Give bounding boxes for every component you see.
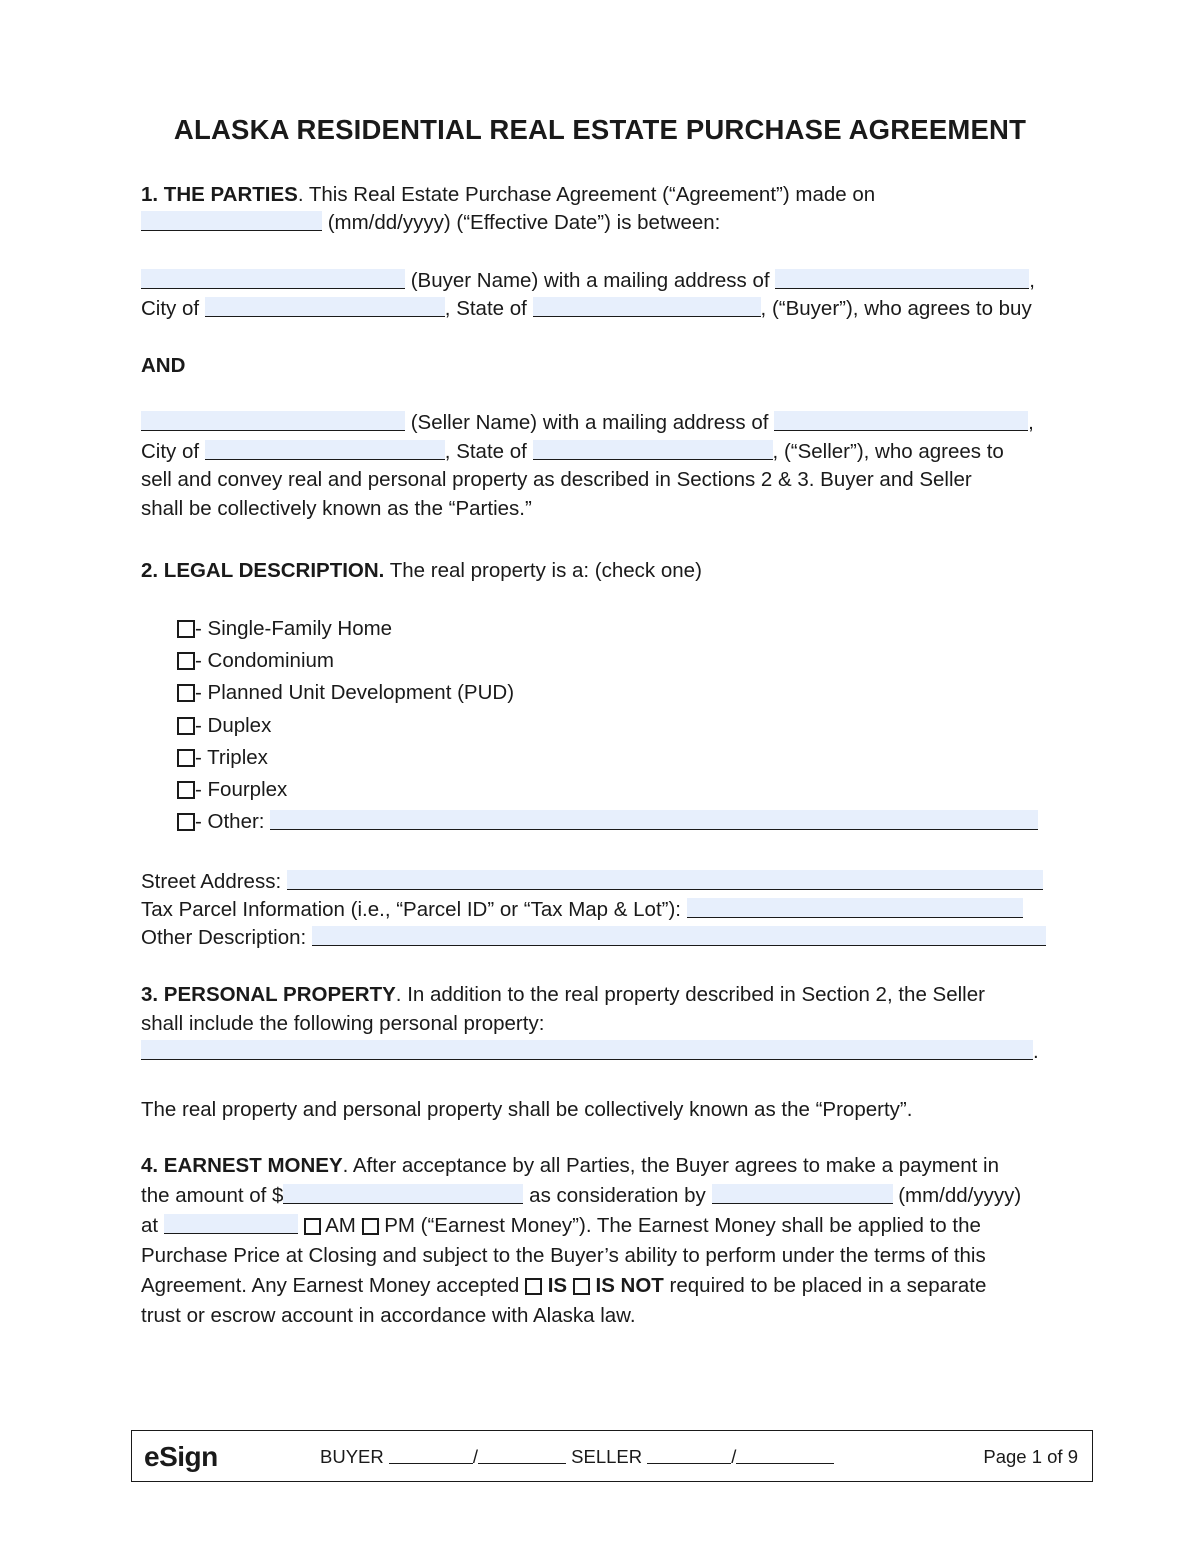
earnest-line-3 (141, 1214, 981, 1238)
other-type-field[interactable] (270, 810, 1038, 830)
consideration-label: as consideration by (523, 1184, 712, 1207)
at-label: at (141, 1214, 164, 1237)
parties-line-1 (141, 183, 875, 207)
option-single-family (177, 617, 392, 641)
buyer-state-label: , State of (444, 297, 533, 320)
personal-collective: The real property and personal property shall be collectively known as the “Property”. (141, 1098, 913, 1121)
seller-state-label: , State of (444, 440, 533, 463)
earnest-time-field[interactable] (164, 1214, 298, 1234)
personal-period: . (1033, 1040, 1039, 1063)
seller-city-label: City of (141, 440, 205, 463)
esign-logo: eSign (144, 1441, 218, 1472)
triplex-checkbox[interactable] (177, 749, 195, 767)
pm-label: PM (“Earnest Money”). The Earnest Money shall be applied to the (378, 1214, 981, 1237)
buyer-line-1: (Buyer Name) with a mailing address of , (141, 269, 1035, 293)
am-label: AM (320, 1214, 362, 1237)
buyer-initials-field-1[interactable] (389, 1447, 473, 1464)
earnest-amount-field[interactable] (283, 1184, 523, 1204)
seller-line-2 (141, 440, 1004, 464)
is-label: IS (542, 1274, 573, 1297)
seller-state-field[interactable] (533, 440, 773, 460)
option-label: - Planned Unit Development (PUD) (195, 681, 515, 704)
earnest-line-5 (141, 1274, 986, 1298)
other-checkbox[interactable] (177, 813, 195, 831)
effective-date-label: (mm/dd/yyyy) (“Effective Date”) is between: (322, 211, 721, 234)
page-number: Page 1 of 9 (983, 1446, 1078, 1467)
personal-heading: 3. PERSONAL PROPERTY (141, 983, 396, 1006)
earnest-accepted-text: Agreement. Any Earnest Money accepted (141, 1274, 526, 1297)
earnest-heading: 4. EARNEST MONEY (141, 1154, 343, 1177)
is-checkbox[interactable] (525, 1278, 542, 1295)
legal-heading-line (141, 559, 702, 583)
parties-line-2 (141, 211, 720, 235)
buyer-initials-slash: / (472, 1446, 479, 1467)
option-label: - Fourplex (195, 778, 288, 801)
pm-checkbox[interactable] (362, 1218, 379, 1235)
seller-initials-slash: / (731, 1446, 737, 1467)
seller-address-field[interactable] (774, 411, 1028, 431)
other-description-label: Other Description: (141, 926, 312, 949)
personal-line-3 (141, 1040, 1039, 1064)
street-address-line (141, 870, 1043, 894)
earnest-date-field[interactable] (712, 1184, 893, 1204)
earnest-line-6: trust or escrow account in accordance with Alaska law. (141, 1304, 636, 1327)
option-condominium (177, 649, 334, 673)
pud-checkbox[interactable] (177, 684, 195, 702)
tax-parcel-label: Tax Parcel Information (i.e., “Parcel ID” or “Tax Map & Lot”): (141, 898, 687, 921)
amount-label: the amount of $ (141, 1184, 284, 1207)
buyer-line-2 (141, 297, 1032, 321)
page-footer (131, 1430, 1093, 1482)
option-pud (177, 681, 514, 705)
legal-heading: 2. LEGAL DESCRIPTION. (141, 559, 385, 582)
tax-parcel-line (141, 898, 1023, 922)
buyer-initials-field-2[interactable] (478, 1447, 566, 1464)
escrow-text: required to be placed in a separate (663, 1274, 987, 1297)
buyer-tail: , (“Buyer”), who agrees to buy (760, 297, 1032, 320)
earnest-date-format: (mm/dd/yyyy) (892, 1184, 1022, 1207)
option-label: - Duplex (195, 714, 272, 737)
initials-line (320, 1446, 834, 1468)
option-duplex (177, 714, 271, 738)
personal-line-1 (141, 983, 985, 1007)
buyer-city-label: City of (141, 297, 205, 320)
option-triplex (177, 746, 268, 770)
buyer-name-label: (Buyer Name) with a mailing address of (405, 269, 776, 292)
seller-tail: , (“Seller”), who agrees to (772, 440, 1004, 463)
tax-parcel-field[interactable] (687, 898, 1023, 918)
option-label: - Triplex (195, 746, 268, 769)
option-label: - Condominium (195, 649, 334, 672)
effective-date-field[interactable] (141, 211, 322, 231)
seller-initials-label: SELLER (566, 1446, 648, 1467)
seller-line-1: (Seller Name) with a mailing address of , (141, 411, 1034, 435)
seller-name-label: (Seller Name) with a mailing address of (405, 411, 775, 434)
single-family-checkbox[interactable] (177, 620, 195, 638)
other-description-field[interactable] (312, 926, 1046, 946)
am-checkbox[interactable] (304, 1218, 321, 1235)
street-address-field[interactable] (287, 870, 1043, 890)
is-not-checkbox[interactable] (573, 1278, 590, 1295)
fourplex-checkbox[interactable] (177, 781, 195, 799)
document-title: ALASKA RESIDENTIAL REAL ESTATE PURCHASE AGREEMENT (173, 114, 1027, 145)
personal-property-field[interactable] (141, 1040, 1033, 1060)
seller-line-4: shall be collectively known as the “Parties.” (141, 497, 532, 520)
earnest-line-1 (141, 1154, 999, 1178)
buyer-initials-label: BUYER (320, 1446, 389, 1467)
parties-heading: 1. THE PARTIES (141, 183, 298, 206)
street-address-label: Street Address: (141, 870, 287, 893)
buyer-state-field[interactable] (533, 297, 761, 317)
seller-line-3: sell and convey real and personal property as described in Sections 2 & 3. Buyer and Seller (141, 468, 972, 491)
personal-text: . In addition to the real property described in Section 2, the Seller (395, 983, 985, 1006)
seller-initials-field-1[interactable] (647, 1447, 731, 1464)
condominium-checkbox[interactable] (177, 652, 195, 670)
earnest-line-4: Purchase Price at Closing and subject to the Buyer’s ability to perform under the terms of this (141, 1244, 986, 1267)
personal-line-2: shall include the following personal property: (141, 1012, 545, 1035)
buyer-name-field[interactable] (141, 269, 405, 289)
seller-initials-field-2[interactable] (736, 1447, 834, 1464)
option-other (177, 810, 1038, 834)
seller-city-field[interactable] (205, 440, 445, 460)
buyer-city-field[interactable] (205, 297, 445, 317)
parties-intro: . This Real Estate Purchase Agreement (“Agreement”) made on (297, 183, 876, 206)
and-label: AND (141, 354, 186, 377)
option-fourplex (177, 778, 287, 802)
option-label: - Other: (195, 810, 271, 833)
seller-name-field[interactable] (141, 411, 405, 431)
earnest-line-2 (141, 1184, 1021, 1208)
buyer-address-field[interactable] (775, 269, 1029, 289)
option-label: - Single-Family Home (195, 617, 393, 640)
legal-intro: The real property is a: (check one) (384, 559, 702, 582)
is-not-label: IS NOT (589, 1274, 664, 1297)
earnest-text: . After acceptance by all Parties, the Buyer agrees to make a payment in (342, 1154, 999, 1177)
other-description-line (141, 926, 1046, 950)
duplex-checkbox[interactable] (177, 717, 195, 735)
